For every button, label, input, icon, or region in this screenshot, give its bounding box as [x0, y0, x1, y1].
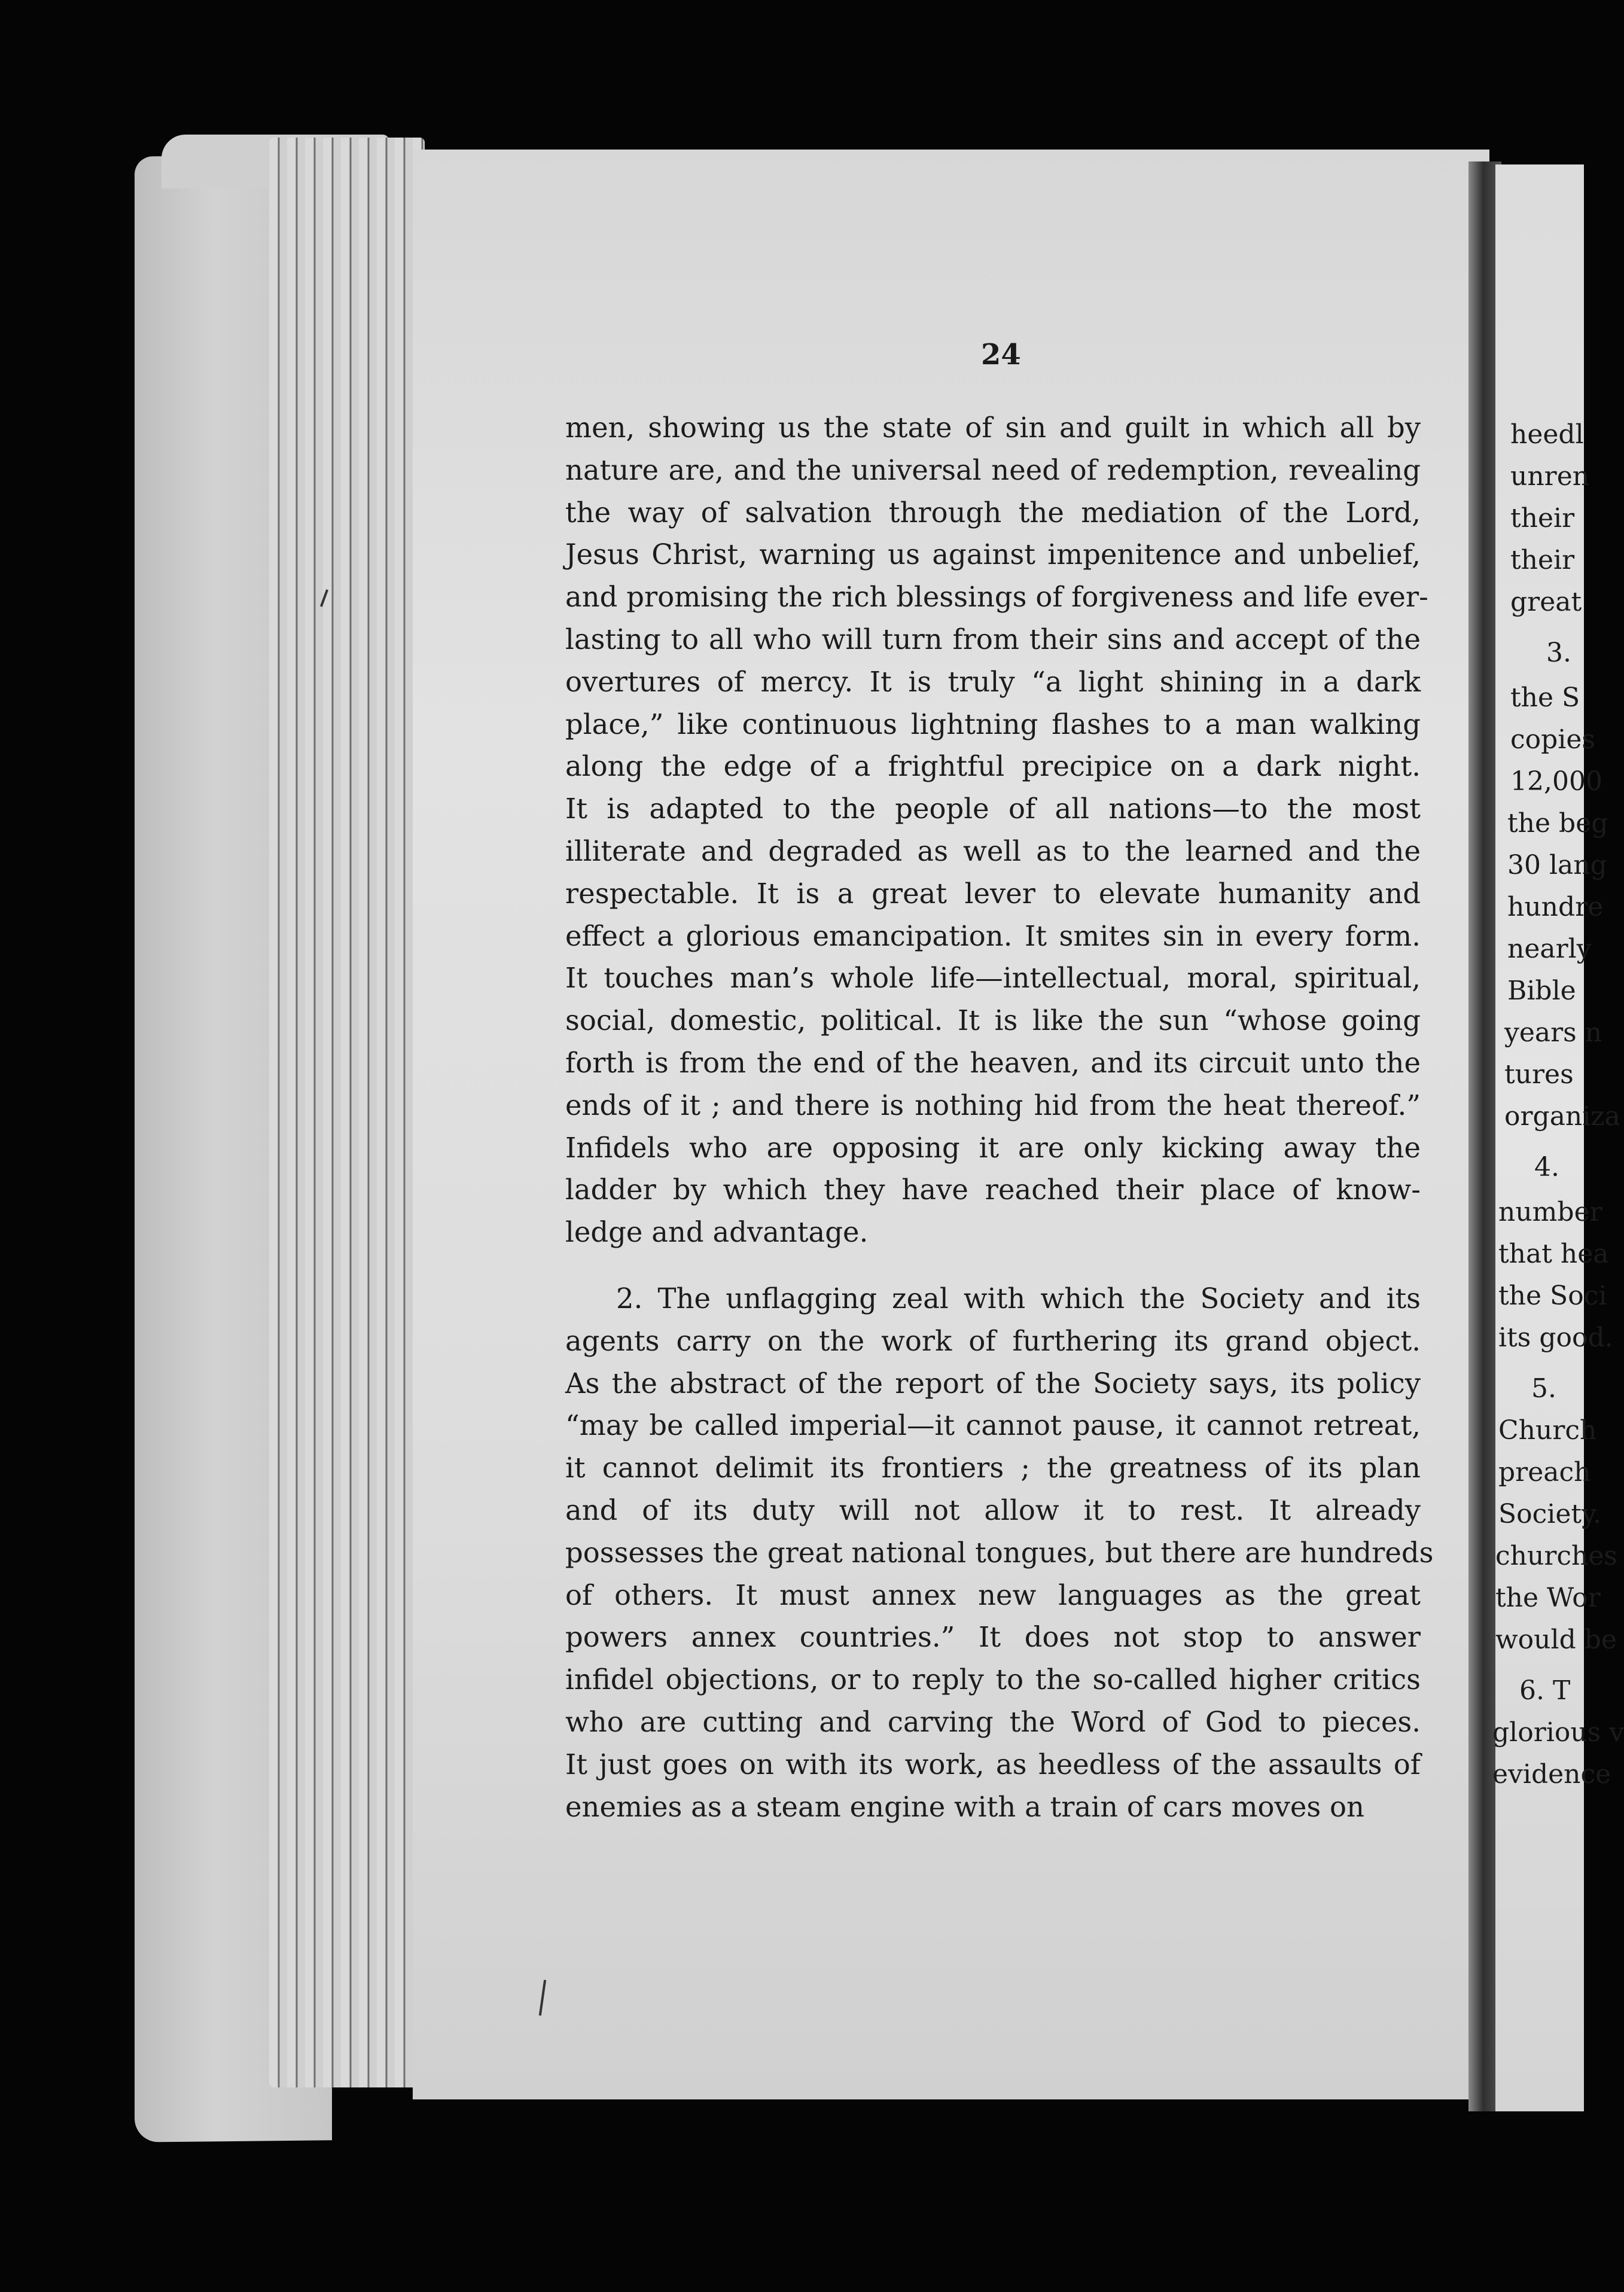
right-text-line: number: [1498, 1197, 1602, 1227]
right-text-line: 5.: [1531, 1373, 1556, 1404]
text-line: the way of salvation through the mediation of the Lord,: [565, 496, 1421, 529]
text-line: respectable. It is a great lever to elevate humanity and: [565, 877, 1421, 910]
page-edges: [269, 138, 425, 2087]
right-text-line: great: [1510, 587, 1582, 617]
text-line: As the abstract of the report of the Society says, its policy: [565, 1367, 1421, 1400]
text-line: “may be called imperial—it cannot pause, it cannot retreat,: [565, 1409, 1421, 1442]
right-text-line: the Soci: [1498, 1281, 1607, 1311]
right-text-line: that hea: [1498, 1239, 1609, 1269]
text-line: agents carry on the work of furthering its grand object.: [565, 1324, 1421, 1357]
right-text-line: the S: [1510, 682, 1580, 713]
right-text-line: heedl: [1510, 419, 1584, 450]
page-number: 24: [981, 338, 1021, 371]
right-text-line: 4.: [1534, 1152, 1559, 1182]
text-line: and promising the rich blessings of forgiveness and life ever-: [565, 581, 1428, 614]
right-text-line: evidence: [1492, 1759, 1611, 1790]
right-text-line: Church: [1498, 1415, 1597, 1446]
text-line: It is adapted to the people of all nations—to the most: [565, 793, 1421, 825]
right-text-line: 3.: [1546, 638, 1571, 668]
right-text-line: Bible: [1507, 976, 1576, 1006]
text-line: who are cutting and carving the Word of God to pieces.: [565, 1705, 1421, 1738]
right-text-line: its good.: [1498, 1322, 1613, 1353]
text-line: 2. The unflagging zeal with which the Society and its: [616, 1282, 1421, 1315]
right-text-line: unren: [1510, 461, 1590, 492]
right-text-line: nearly: [1507, 934, 1592, 964]
right-text-line: organiza: [1504, 1101, 1620, 1132]
paragraph-gap: [565, 1254, 1421, 1278]
text-line: possesses the great national tongues, but there are hundreds: [565, 1536, 1434, 1569]
right-text-line: glorious v: [1492, 1717, 1624, 1748]
right-text-line: the beg: [1507, 808, 1608, 839]
text-line: it cannot delimit its frontiers ; the greatness of its plan: [565, 1452, 1421, 1485]
text-line: enemies as a steam engine with a train of cars moves on: [565, 1790, 1364, 1823]
right-page: [1492, 164, 1624, 2111]
text-line: place,” like continuous lightning flashes to a man walking: [565, 708, 1421, 740]
text-line: social, domestic, political. It is like the sun “whose going: [565, 1004, 1421, 1037]
text-line: Infidels who are opposing it are only kicking away the: [565, 1131, 1421, 1164]
text-line: along the edge of a frightful precipice on a dark night.: [565, 750, 1421, 783]
right-text-line: years n: [1504, 1017, 1602, 1048]
text-line: powers annex countries.” It does not stop to answer: [565, 1621, 1421, 1654]
text-line: ledge and advantage.: [565, 1216, 869, 1249]
left-page-text: [565, 407, 1434, 1828]
text-line: lasting to all who will turn from their sins and accept of the: [565, 623, 1421, 656]
right-text-line: 12,000: [1510, 766, 1602, 797]
right-text-line: 6. T: [1519, 1675, 1571, 1706]
right-text-line: their: [1510, 545, 1575, 575]
right-text-line: hundre: [1507, 892, 1604, 922]
text-line: It just goes on with its work, as heedless of the assaults of: [565, 1748, 1421, 1781]
right-text-line: copies: [1510, 724, 1595, 755]
right-text-line: Society.: [1498, 1499, 1602, 1529]
text-line: overtures of mercy. It is truly “a light shining in a dark: [565, 665, 1421, 698]
text-line: effect a glorious emancipation. It smites sin in every form.: [565, 919, 1421, 952]
text-line: It touches man’s whole life—intellectual, moral, spiritual,: [565, 962, 1421, 995]
text-line: Jesus Christ, warning us against impenitence and unbelief,: [565, 538, 1421, 571]
text-line: infidel objections, or to reply to the so-called higher critics: [565, 1663, 1421, 1696]
right-text-line: the Wor: [1495, 1583, 1601, 1613]
right-text-line: their: [1510, 503, 1575, 534]
right-text-line: 30 lang: [1507, 850, 1607, 880]
text-line: illiterate and degraded as well as to the learned and the: [565, 834, 1421, 867]
text-line: ends of it ; and there is nothing hid from the heat thereof.”: [565, 1089, 1421, 1121]
right-text-line: would be: [1495, 1624, 1617, 1655]
text-line: of others. It must annex new languages as the great: [565, 1578, 1421, 1611]
right-text-line: preach: [1498, 1457, 1591, 1488]
right-text-line: tures: [1504, 1059, 1574, 1090]
text-line: and of its duty will not allow it to rest. It already: [565, 1494, 1421, 1526]
text-line: nature are, and the universal need of redemption, revealing: [565, 453, 1421, 486]
text-line: forth is from the end of the heaven, and its circuit unto the: [565, 1046, 1421, 1079]
right-text-line: churches: [1495, 1541, 1617, 1571]
text-line: men, showing us the state of sin and guilt in which all by: [565, 412, 1421, 444]
text-line: ladder by which they have reached their place of know-: [565, 1174, 1421, 1206]
